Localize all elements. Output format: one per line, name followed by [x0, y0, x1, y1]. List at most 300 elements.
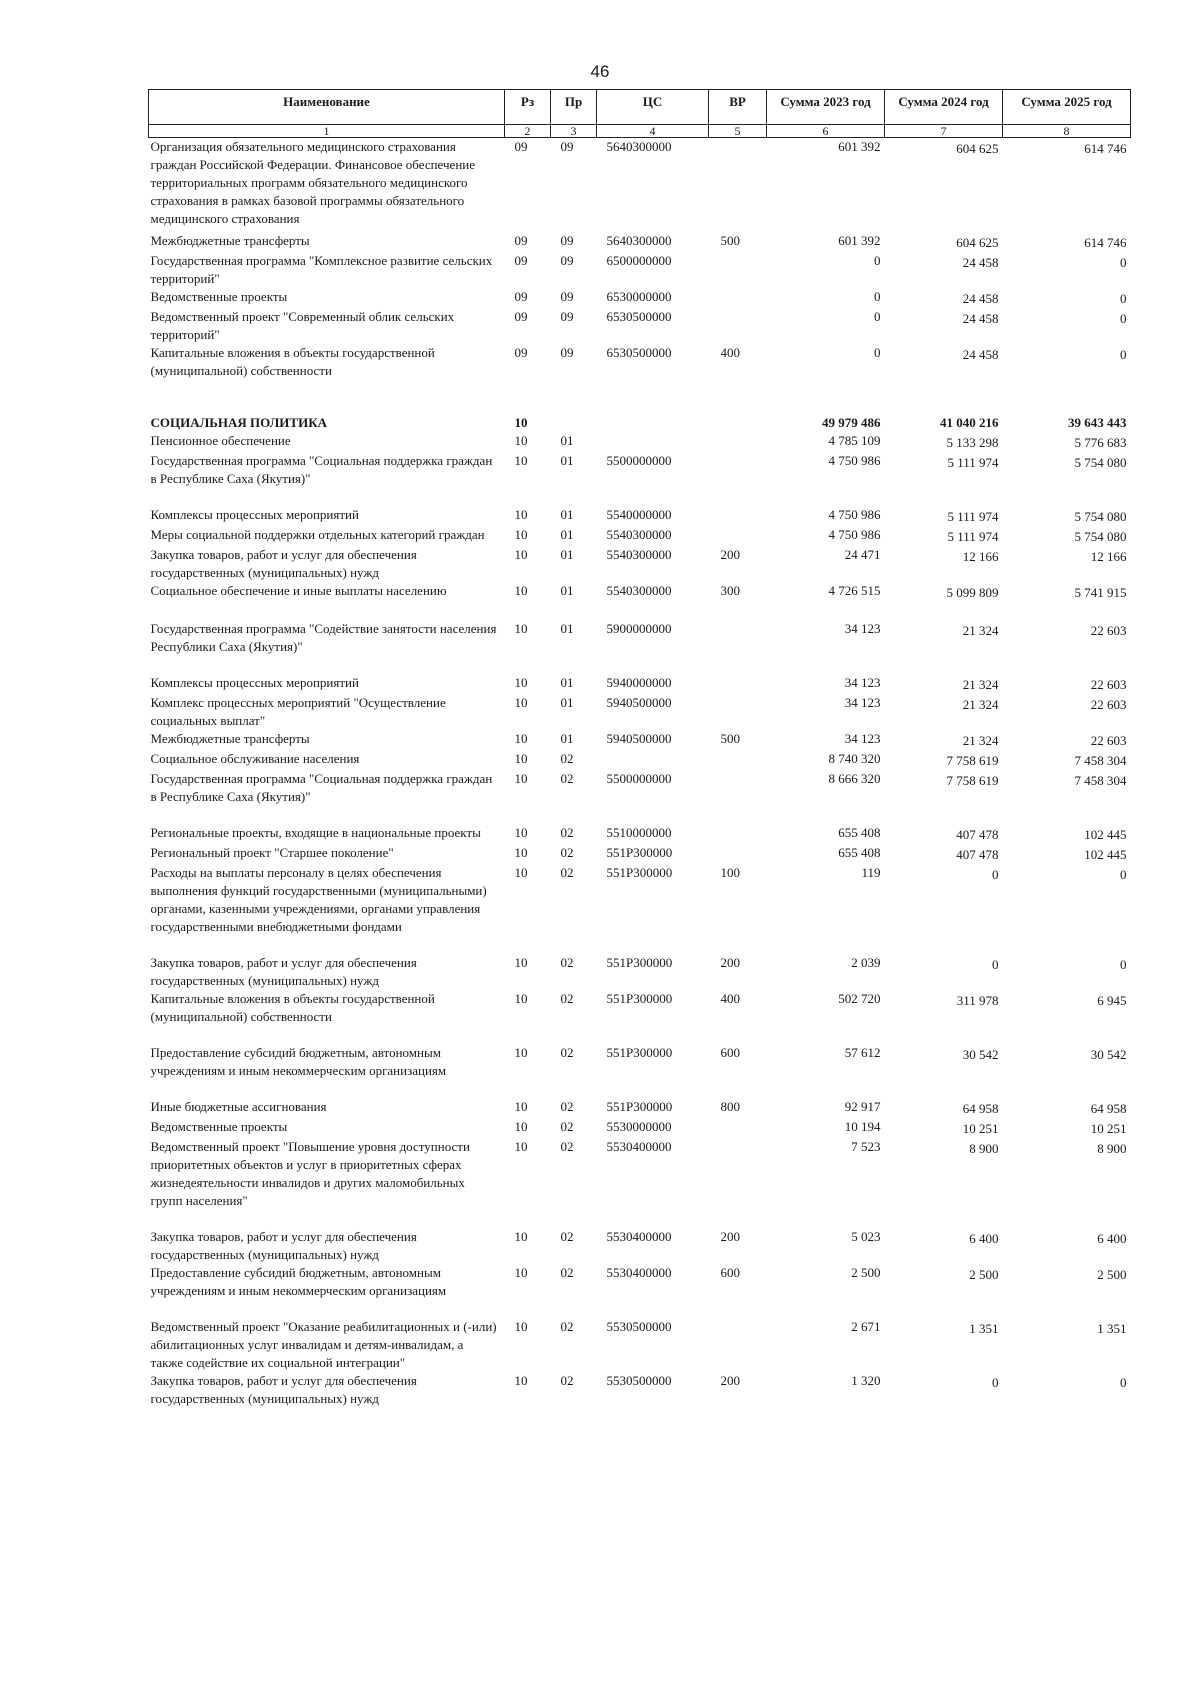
table-row — [149, 824, 1131, 844]
row-sum-2023: 655 408 — [838, 825, 881, 840]
row-pr: 01 — [560, 507, 574, 522]
row-pr: 09 — [560, 253, 574, 268]
row-name: Государственная программа "Социальная поддержка граждан в Республике Саха (Якутия)" — [150, 453, 493, 486]
row-sum-2023: 92 917 — [844, 1099, 881, 1114]
row-sum-2025: 0 — [1120, 255, 1127, 270]
row-sum-2025: 0 — [1120, 1375, 1127, 1390]
row-name: Предоставление субсидий бюджетным, автономным учреждениям и иным некоммерческим организациям — [150, 1045, 447, 1078]
row-sum-2024: 41 040 216 — [940, 415, 999, 430]
row-cs: 6530500000 — [606, 345, 672, 360]
row-name: Межбюджетные трансферты — [150, 731, 310, 746]
row-pr: 01 — [560, 527, 574, 542]
row-rz: 10 — [514, 751, 528, 766]
row-rz: 10 — [514, 527, 528, 542]
table-row — [149, 990, 1131, 1044]
row-name: Региональный проект "Старшее поколение" — [150, 845, 394, 860]
row-name: Организация обязательного медицинского страхования граждан Российской Федерации. Финансовое обеспечение территориальных программ обязательного медицинского страхования в рамках базовой программы обязательного медицинского страхования — [150, 139, 475, 226]
row-vr — [709, 288, 767, 308]
budget-table-container — [148, 89, 1130, 1408]
row-vr — [709, 1118, 767, 1138]
row-pr: 01 — [560, 547, 574, 562]
row-name: Капитальные вложения в объекты государственной (муниципальной) собственности — [150, 991, 435, 1024]
row-sum-2023: 601 392 — [838, 233, 881, 248]
table-row — [149, 1118, 1131, 1138]
row-sum-2025: 5 754 080 — [1074, 509, 1127, 524]
row-cs: 551P300000 — [606, 1045, 673, 1060]
row-rz: 10 — [514, 675, 528, 690]
row-rz: 10 — [514, 621, 528, 636]
row-name: Государственная программа "Социальная поддержка граждан в Республике Саха (Якутия)" — [150, 771, 493, 804]
column-number-row — [149, 125, 1131, 138]
row-sum-2024: 0 — [992, 1375, 999, 1390]
row-cs: 5900000000 — [606, 621, 672, 636]
row-cs: 5540300000 — [606, 527, 672, 542]
table-row — [149, 506, 1131, 526]
table-row — [149, 620, 1131, 674]
table-row — [149, 232, 1131, 252]
row-pr: 02 — [560, 751, 574, 766]
row-sum-2023: 4 750 986 — [828, 507, 881, 522]
row-rz: 10 — [514, 1319, 528, 1334]
row-name: Региональные проекты, входящие в национальные проекты — [150, 825, 481, 840]
table-row — [149, 674, 1131, 694]
row-sum-2023: 34 123 — [844, 731, 881, 746]
column-number: 6 — [767, 125, 885, 138]
row-sum-2023: 7 523 — [851, 1139, 881, 1154]
row-vr: 800 — [720, 1099, 740, 1114]
row-rz: 10 — [514, 991, 528, 1006]
row-sum-2025: 8 900 — [1097, 1141, 1127, 1156]
row-name: Ведомственные проекты — [150, 289, 288, 304]
row-vr: 200 — [720, 1229, 740, 1244]
row-pr: 02 — [560, 865, 574, 880]
column-number: 2 — [505, 125, 551, 138]
row-pr: 09 — [560, 233, 574, 248]
row-vr — [709, 620, 767, 674]
row-sum-2025: 0 — [1120, 291, 1127, 306]
table-body — [149, 138, 1131, 1409]
row-pr: 01 — [560, 621, 574, 636]
row-name: Комплексы процессных мероприятий — [150, 675, 359, 690]
row-rz: 09 — [514, 253, 528, 268]
header-sum-2025: Сумма 2025 год — [1003, 90, 1131, 125]
header-sum-2023: Сумма 2023 год — [767, 90, 885, 125]
row-rz: 10 — [514, 433, 528, 448]
row-rz: 10 — [514, 1265, 528, 1280]
row-vr — [709, 844, 767, 864]
row-sum-2025: 6 400 — [1097, 1231, 1127, 1246]
row-pr: 02 — [560, 771, 574, 786]
row-sum-2025: 5 741 915 — [1074, 585, 1127, 600]
row-rz: 10 — [514, 1099, 528, 1114]
row-sum-2024: 604 625 — [956, 235, 999, 250]
row-cs — [597, 404, 709, 432]
row-name: Ведомственный проект "Повышение уровня доступности приоритетных объектов и услуг в приоритетных сферах жизнедеятельности инвалидов и других маломобильных групп населения" — [150, 1139, 470, 1208]
row-rz: 10 — [514, 1373, 528, 1388]
table-row — [149, 252, 1131, 288]
row-vr — [709, 1318, 767, 1372]
row-name: Капитальные вложения в объекты государственной (муниципальной) собственности — [150, 345, 435, 378]
row-sum-2023: 1 320 — [851, 1373, 881, 1388]
row-vr — [709, 308, 767, 344]
row-pr: 02 — [560, 1265, 574, 1280]
row-sum-2024: 2 500 — [969, 1267, 999, 1282]
row-sum-2024: 5 111 974 — [947, 509, 999, 524]
row-sum-2023: 4 750 986 — [828, 453, 881, 468]
row-sum-2024: 24 458 — [962, 347, 999, 362]
row-name: Расходы на выплаты персоналу в целях обеспечения выполнения функций государственными (муниципальными) органами, казенными учреждениями, органами управления государственными внебюджетными фондами — [150, 865, 487, 934]
row-cs: 5500000000 — [606, 453, 672, 468]
table-row — [149, 694, 1131, 730]
row-name: Закупка товаров, работ и услуг для обеспечения государственных (муниципальных) нужд — [150, 547, 417, 580]
row-rz: 09 — [514, 233, 528, 248]
row-sum-2025: 6 945 — [1097, 993, 1127, 1008]
table-row — [149, 730, 1131, 750]
column-number: 3 — [551, 125, 597, 138]
row-cs: 5530500000 — [606, 1319, 672, 1334]
row-rz: 10 — [514, 771, 528, 786]
row-name: Ведомственный проект "Оказание реабилитационных и (-или) абилитационных услуг инвалидам и детям-инвалидам, а также содействие их социальной интеграции" — [150, 1319, 497, 1370]
row-name: Межбюджетные трансферты — [150, 233, 310, 248]
column-number: 1 — [149, 125, 505, 138]
row-sum-2024: 1 351 — [969, 1321, 999, 1336]
row-cs: 6530000000 — [606, 289, 672, 304]
table-row — [149, 432, 1131, 452]
row-sum-2025: 0 — [1120, 311, 1127, 326]
row-vr: 200 — [720, 547, 740, 562]
row-rz: 10 — [514, 583, 528, 598]
row-sum-2024: 24 458 — [962, 311, 999, 326]
row-pr: 01 — [560, 453, 574, 468]
row-rz: 10 — [514, 453, 528, 468]
row-vr: 400 — [720, 991, 740, 1006]
header-name: Наименование — [149, 90, 505, 125]
row-vr: 600 — [720, 1045, 740, 1060]
row-sum-2025: 0 — [1120, 347, 1127, 362]
row-sum-2024: 407 478 — [956, 827, 999, 842]
row-pr: 09 — [560, 345, 574, 360]
header-cs: ЦС — [597, 90, 709, 125]
row-rz: 10 — [514, 825, 528, 840]
row-sum-2024: 5 111 974 — [947, 529, 999, 544]
row-rz: 10 — [514, 1229, 528, 1244]
row-vr: 400 — [720, 345, 740, 360]
row-sum-2024: 10 251 — [962, 1121, 999, 1136]
row-sum-2023: 57 612 — [844, 1045, 881, 1060]
row-pr: 09 — [560, 139, 574, 154]
row-sum-2023: 5 023 — [851, 1229, 881, 1244]
row-sum-2023: 49 979 486 — [822, 415, 881, 430]
row-sum-2025: 64 958 — [1090, 1101, 1127, 1116]
row-name: Пенсионное обеспечение — [150, 433, 291, 448]
row-pr: 02 — [560, 1099, 574, 1114]
row-name: Государственная программа "Содействие занятости населения Республики Саха (Якутия)" — [150, 621, 497, 654]
row-sum-2024: 311 978 — [956, 993, 999, 1008]
row-name: Предоставление субсидий бюджетным, автономным учреждениям и иным некоммерческим организациям — [150, 1265, 447, 1298]
table-row — [149, 864, 1131, 954]
row-sum-2024: 64 958 — [962, 1101, 999, 1116]
row-sum-2023: 4 750 986 — [828, 527, 881, 542]
row-name: Ведомственные проекты — [150, 1119, 288, 1134]
table-row — [149, 138, 1131, 233]
row-sum-2023: 0 — [874, 345, 881, 360]
row-cs: 5940500000 — [606, 695, 672, 710]
row-sum-2024: 21 324 — [962, 623, 999, 638]
row-pr: 09 — [560, 309, 574, 324]
row-sum-2024: 12 166 — [962, 549, 999, 564]
row-sum-2025: 102 445 — [1084, 847, 1127, 862]
row-rz: 10 — [514, 1139, 528, 1154]
row-sum-2025: 5 754 080 — [1074, 455, 1127, 470]
row-sum-2023: 34 123 — [844, 695, 881, 710]
row-cs: 5500000000 — [606, 771, 672, 786]
row-vr — [709, 138, 767, 233]
row-sum-2025: 22 603 — [1090, 623, 1127, 638]
row-name: Социальное обслуживание населения — [150, 751, 360, 766]
page-number: 46 — [590, 62, 610, 81]
header-rz: Рз — [505, 90, 551, 125]
row-pr: 02 — [560, 1373, 574, 1388]
row-sum-2025: 39 643 443 — [1068, 415, 1127, 430]
row-sum-2025: 7 458 304 — [1074, 773, 1127, 788]
column-number: 8 — [1003, 125, 1131, 138]
table-row — [149, 844, 1131, 864]
row-sum-2023: 8 666 320 — [828, 771, 881, 786]
row-sum-2023: 24 471 — [844, 547, 881, 562]
table-row — [149, 954, 1131, 990]
row-sum-2023: 10 194 — [844, 1119, 881, 1134]
row-vr — [709, 526, 767, 546]
row-name: Государственная программа "Комплексное развитие сельских территорий" — [150, 253, 493, 286]
row-cs: 6530500000 — [606, 309, 672, 324]
row-cs: 551P300000 — [606, 1099, 673, 1114]
row-rz: 10 — [514, 415, 528, 430]
row-sum-2025: 22 603 — [1090, 733, 1127, 748]
row-name: Меры социальной поддержки отдельных категорий граждан — [150, 527, 485, 542]
row-cs — [597, 432, 709, 452]
row-name: Закупка товаров, работ и услуг для обеспечения государственных (муниципальных) нужд — [150, 955, 417, 988]
table-row — [149, 308, 1131, 344]
row-pr: 01 — [560, 583, 574, 598]
row-pr: 01 — [560, 675, 574, 690]
row-pr: 02 — [560, 1139, 574, 1154]
row-sum-2024: 0 — [992, 957, 999, 972]
row-cs: 5940500000 — [606, 731, 672, 746]
row-pr: 02 — [560, 845, 574, 860]
row-cs: 5640300000 — [606, 233, 672, 248]
table-row — [149, 750, 1131, 770]
row-sum-2024: 5 133 298 — [946, 435, 999, 450]
table-row — [149, 452, 1131, 506]
row-rz: 10 — [514, 1045, 528, 1060]
row-sum-2024: 24 458 — [962, 255, 999, 270]
header-sum-2024: Сумма 2024 год — [885, 90, 1003, 125]
row-pr: 01 — [560, 731, 574, 746]
table-header-row — [149, 90, 1131, 125]
row-sum-2024: 5 111 974 — [947, 455, 999, 470]
row-vr — [709, 506, 767, 526]
row-vr: 200 — [720, 1373, 740, 1388]
row-rz: 09 — [514, 139, 528, 154]
row-sum-2023: 0 — [874, 253, 881, 268]
row-vr — [709, 694, 767, 730]
row-sum-2025: 2 500 — [1097, 1267, 1127, 1282]
row-sum-2023: 601 392 — [838, 139, 881, 154]
row-sum-2025: 5 754 080 — [1074, 529, 1127, 544]
row-vr: 200 — [720, 955, 740, 970]
row-sum-2023: 34 123 — [844, 675, 881, 690]
row-sum-2024: 6 400 — [969, 1231, 999, 1246]
row-rz: 10 — [514, 731, 528, 746]
row-sum-2023: 2 500 — [851, 1265, 881, 1280]
row-name: Социальное обеспечение и иные выплаты населению — [150, 583, 447, 598]
row-sum-2023: 4 785 109 — [828, 433, 881, 448]
row-cs: 5510000000 — [606, 825, 672, 840]
row-sum-2024: 604 625 — [956, 141, 999, 156]
row-cs: 5940000000 — [606, 675, 672, 690]
row-name: Закупка товаров, работ и услуг для обеспечения государственных (муниципальных) нужд — [150, 1229, 417, 1262]
row-rz: 09 — [514, 289, 528, 304]
row-sum-2023: 8 740 320 — [828, 751, 881, 766]
row-sum-2024: 7 758 619 — [946, 753, 999, 768]
row-sum-2024: 0 — [992, 867, 999, 882]
row-rz: 10 — [514, 507, 528, 522]
row-cs: 6500000000 — [606, 253, 672, 268]
row-sum-2024: 21 324 — [962, 733, 999, 748]
row-sum-2023: 0 — [874, 289, 881, 304]
table-row — [149, 1318, 1131, 1372]
row-pr: 02 — [560, 955, 574, 970]
row-cs: 551P300000 — [606, 865, 673, 880]
row-cs: 5530400000 — [606, 1265, 672, 1280]
table-row — [149, 582, 1131, 620]
table-row — [149, 526, 1131, 546]
row-sum-2023: 119 — [861, 865, 881, 880]
row-cs: 5540300000 — [606, 547, 672, 562]
row-vr — [709, 1138, 767, 1228]
row-sum-2024: 21 324 — [962, 677, 999, 692]
row-vr: 100 — [720, 865, 740, 880]
row-sum-2025: 5 776 683 — [1074, 435, 1127, 450]
row-rz: 10 — [514, 1119, 528, 1134]
row-name: Комплексы процессных мероприятий — [150, 507, 359, 522]
row-cs: 5530000000 — [606, 1119, 672, 1134]
row-sum-2023: 34 123 — [844, 621, 881, 636]
row-vr — [709, 770, 767, 824]
row-vr — [709, 824, 767, 844]
row-pr: 02 — [560, 1319, 574, 1334]
row-sum-2025: 30 542 — [1090, 1047, 1127, 1062]
row-sum-2023: 2 039 — [851, 955, 881, 970]
row-sum-2024: 21 324 — [962, 697, 999, 712]
row-rz: 10 — [514, 955, 528, 970]
row-cs: 551P300000 — [606, 991, 673, 1006]
row-sum-2024: 24 458 — [962, 291, 999, 306]
row-vr: 300 — [720, 583, 740, 598]
budget-table — [148, 89, 1131, 1408]
row-sum-2025: 22 603 — [1090, 677, 1127, 692]
row-sum-2025: 1 351 — [1097, 1321, 1127, 1336]
row-cs: 5530400000 — [606, 1229, 672, 1244]
row-rz: 10 — [514, 547, 528, 562]
row-name: СОЦИАЛЬНАЯ ПОЛИТИКА — [150, 415, 328, 430]
row-cs: 551P300000 — [606, 845, 673, 860]
row-vr — [709, 674, 767, 694]
row-sum-2025: 102 445 — [1084, 827, 1127, 842]
row-sum-2025: 10 251 — [1090, 1121, 1127, 1136]
row-cs: 551P300000 — [606, 955, 673, 970]
table-row — [149, 404, 1131, 432]
table-row — [149, 288, 1131, 308]
row-rz: 09 — [514, 309, 528, 324]
column-number: 7 — [885, 125, 1003, 138]
row-cs: 5530500000 — [606, 1373, 672, 1388]
row-pr: 09 — [560, 289, 574, 304]
row-rz: 10 — [514, 865, 528, 880]
row-name: Закупка товаров, работ и услуг для обеспечения государственных (муниципальных) нужд — [150, 1373, 417, 1406]
row-sum-2023: 655 408 — [838, 845, 881, 860]
header-pr: Пр — [551, 90, 597, 125]
table-row — [149, 1098, 1131, 1118]
row-vr: 500 — [720, 731, 740, 746]
row-cs: 5540000000 — [606, 507, 672, 522]
row-sum-2024: 30 542 — [962, 1047, 999, 1062]
row-pr: 02 — [560, 991, 574, 1006]
table-row — [149, 546, 1131, 582]
column-number: 4 — [597, 125, 709, 138]
row-vr — [709, 404, 767, 432]
row-sum-2024: 8 900 — [969, 1141, 999, 1156]
column-number: 5 — [709, 125, 767, 138]
row-rz: 09 — [514, 345, 528, 360]
row-vr: 600 — [720, 1265, 740, 1280]
row-rz: 10 — [514, 845, 528, 860]
row-name: Комплекс процессных мероприятий "Осуществление социальных выплат" — [150, 695, 446, 728]
header-vr: ВР — [709, 90, 767, 125]
row-pr — [551, 404, 597, 432]
row-sum-2024: 7 758 619 — [946, 773, 999, 788]
row-name: Ведомственный проект "Современный облик сельских территорий" — [150, 309, 455, 342]
row-pr: 02 — [560, 1119, 574, 1134]
table-row — [149, 344, 1131, 404]
row-cs — [597, 750, 709, 770]
table-row — [149, 1372, 1131, 1408]
row-vr — [709, 432, 767, 452]
row-sum-2024: 407 478 — [956, 847, 999, 862]
row-pr: 02 — [560, 1045, 574, 1060]
row-sum-2025: 0 — [1120, 867, 1127, 882]
row-vr: 500 — [720, 233, 740, 248]
table-row — [149, 1228, 1131, 1264]
table-row — [149, 1138, 1131, 1228]
row-pr: 02 — [560, 1229, 574, 1244]
row-sum-2023: 2 671 — [851, 1319, 881, 1334]
table-row — [149, 770, 1131, 824]
row-sum-2023: 0 — [874, 309, 881, 324]
table-row — [149, 1044, 1131, 1098]
row-vr — [709, 750, 767, 770]
row-sum-2023: 502 720 — [838, 991, 881, 1006]
row-sum-2025: 12 166 — [1090, 549, 1127, 564]
row-sum-2025: 22 603 — [1090, 697, 1127, 712]
row-pr: 02 — [560, 825, 574, 840]
row-sum-2025: 614 746 — [1084, 141, 1127, 156]
row-cs: 5530400000 — [606, 1139, 672, 1154]
row-sum-2025: 614 746 — [1084, 235, 1127, 250]
row-rz: 10 — [514, 695, 528, 710]
row-pr: 01 — [560, 695, 574, 710]
row-cs: 5540300000 — [606, 583, 672, 598]
